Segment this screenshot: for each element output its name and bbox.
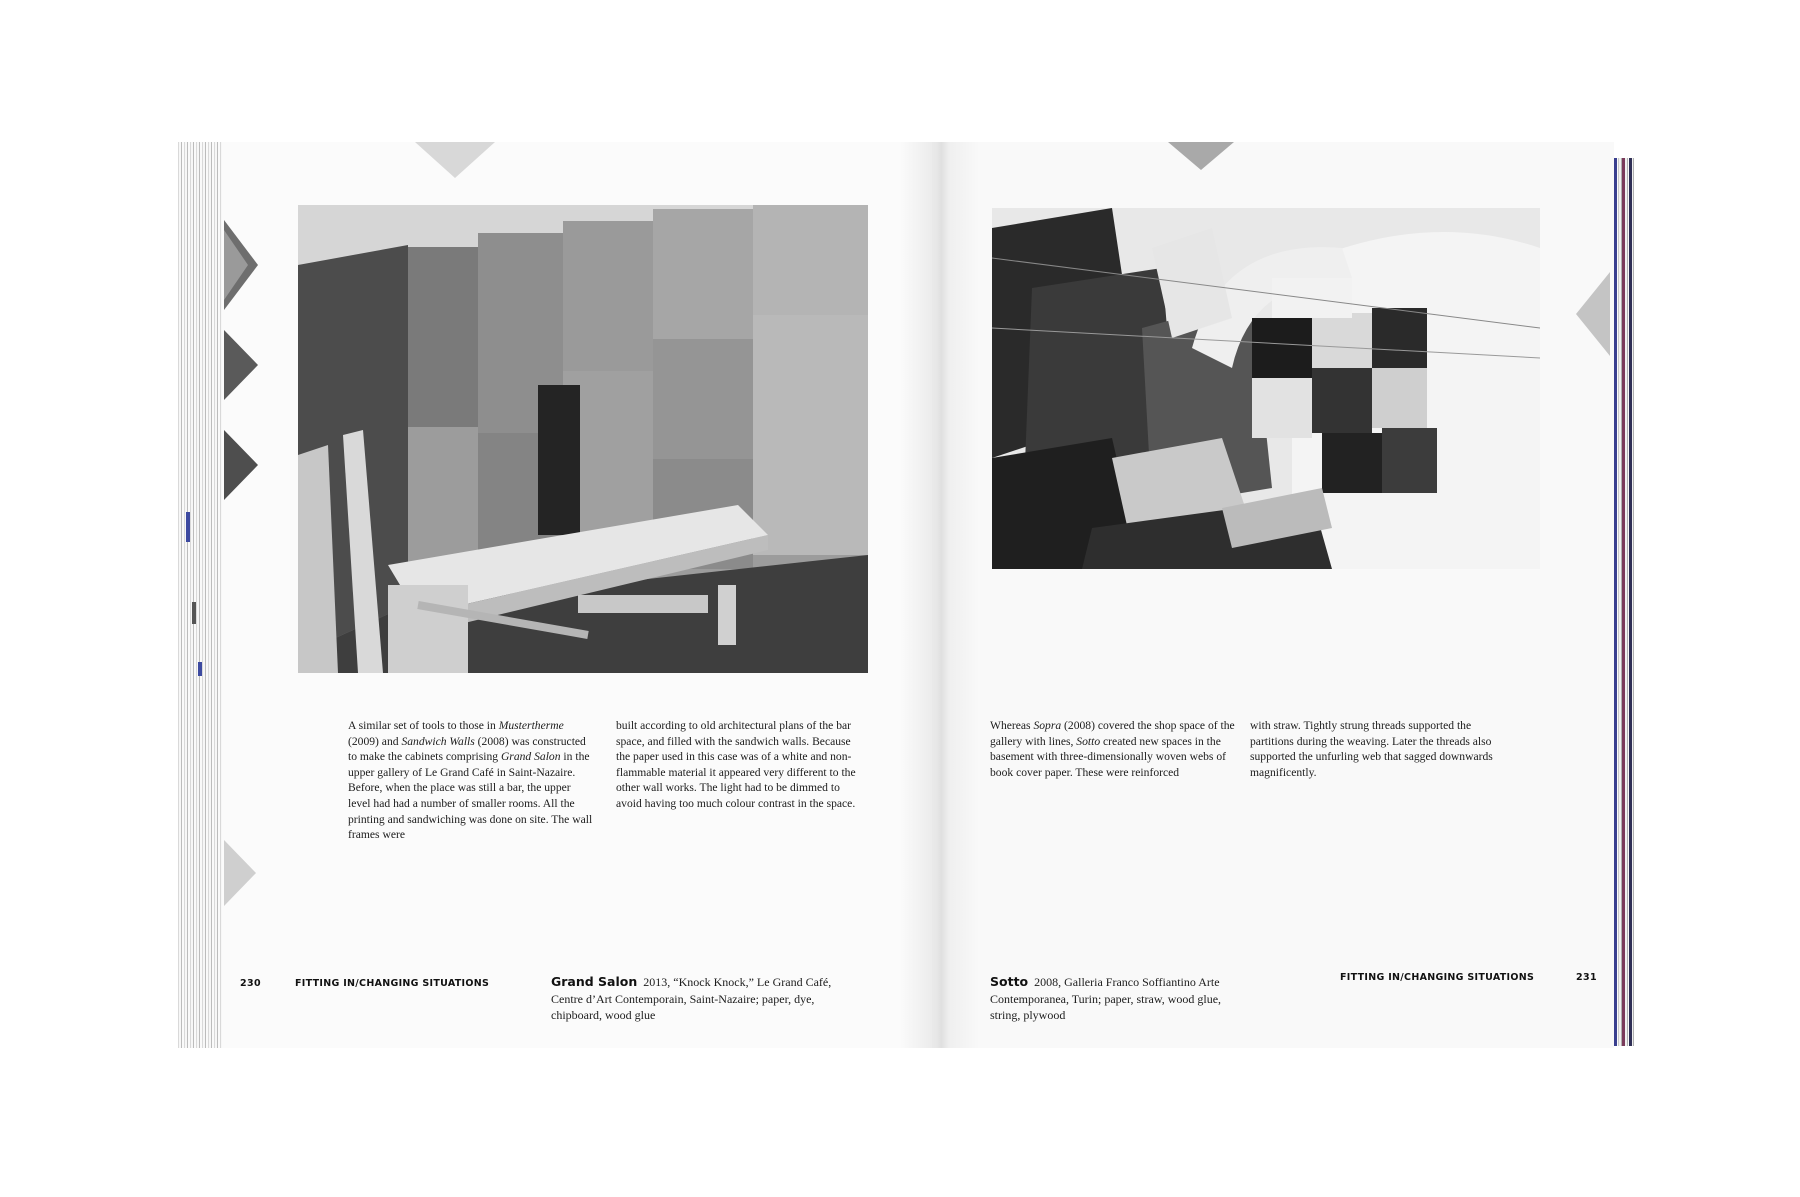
left-page-edges <box>178 142 224 1048</box>
caption-title: Grand Salon <box>551 974 638 989</box>
page-number-right: 231 <box>1576 972 1598 983</box>
text-run: created new spaces in the basement with three-dimensionally woven webs of book cover paper. These were reinforced <box>990 734 1227 779</box>
text-run: (2009) and <box>348 734 402 748</box>
running-head-right: FITTING IN/CHANGING SITUATIONS <box>1340 972 1535 983</box>
left-text-column-1 <box>348 718 594 843</box>
sotto-caption <box>990 974 1252 1024</box>
paper-tab-icon <box>224 840 258 906</box>
text-run: (2008) covered the shop space of the gallery with lines, <box>990 719 1235 748</box>
paper-tab-icon <box>224 430 260 500</box>
caption-details: 2013, “Knock Knock,” Le Grand Café, Centre d’Art Contemporain, Saint-Nazaire; paper, dye, chipboard, wood glue <box>551 975 832 1022</box>
text-run: A similar set of tools to those in <box>348 719 499 732</box>
caption-title: Sotto <box>990 974 1029 989</box>
left-text-column-2: built according to old architectural plans of the bar space, and filled with the sandwich walls. Because the paper used in this case was of a white and non-flammable material it appeared very different to the other wall works. The light had to be dimmed to avoid having too much colour contrast in the space. <box>616 719 856 810</box>
paper-tab-icon <box>1576 272 1610 356</box>
artwork-title: Sandwich Walls <box>401 734 475 748</box>
artwork-title: Grand Salon <box>500 750 561 764</box>
caption-details: 2008, Galleria Franco Soffiantino Arte Contemporanea, Turin; paper, straw, wood glue, string, plywood <box>990 975 1222 1022</box>
text-run: Whereas <box>990 719 1034 732</box>
text-run: (2008) was constructed to make the cabinets comprising <box>348 734 586 764</box>
artwork-title: Sotto <box>1076 734 1101 748</box>
running-head-left: FITTING IN/CHANGING SITUATIONS <box>295 978 490 989</box>
grand-salon-photo <box>298 205 868 673</box>
artwork-title: Mustertherme <box>498 719 564 732</box>
artwork-title: Sopra <box>1033 719 1062 732</box>
paper-tab-icon <box>415 142 495 180</box>
page-number-left: 230 <box>240 978 262 989</box>
sotto-photo <box>992 208 1540 569</box>
right-text-column-1 <box>990 718 1236 780</box>
paper-tab-icon <box>1168 142 1234 172</box>
paper-tab-icon <box>224 330 260 400</box>
paper-tab-icon <box>224 220 260 310</box>
grand-salon-caption <box>551 974 861 1024</box>
right-text-column-2: with straw. Tightly strung threads supported the partitions during the weaving. Later the threads also supported the unfurling web that sagged downwards magnificently. <box>1250 719 1493 779</box>
text-run: in the upper gallery of Le Grand Café in Saint-Nazaire. Before, when the place was still a bar, the upper level had had a number of smaller rooms. All the printing and sandwiching was done on site. The wall frames were <box>348 750 593 842</box>
